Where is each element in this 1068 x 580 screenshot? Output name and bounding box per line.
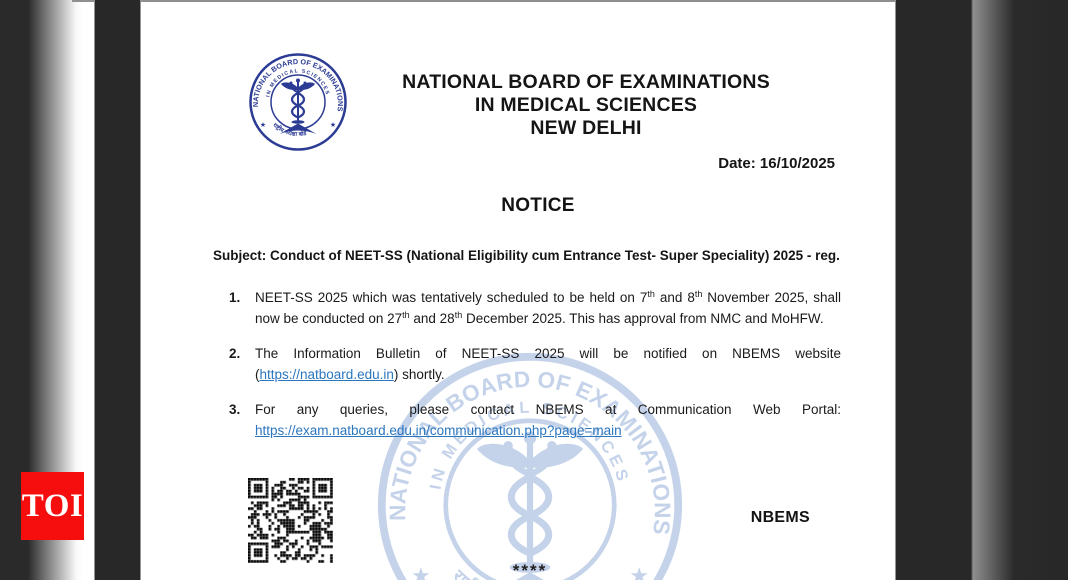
nbe-seal-logo	[248, 52, 348, 152]
end-marker: ****	[512, 561, 548, 580]
org-name-block	[341, 71, 831, 140]
notice-document-page	[141, 0, 895, 580]
notice-list-item	[229, 343, 841, 385]
item-text: The Information Bulletin of NEET-SS 2025 will be notified on NBEMS website (https://natboard.edu.in) shortly.	[255, 346, 841, 382]
item-text: For any queries, please contact NBEMS at Communication Web Portal: https://exam.natboard.edu.in/communication.php?page=main	[255, 402, 841, 438]
notice-list-item	[229, 287, 841, 329]
notice-link[interactable]: https://natboard.edu.in	[259, 367, 394, 382]
item-number: 3.	[229, 402, 241, 417]
toi-logo-text: TOI	[21, 487, 84, 524]
signature-nbems: NBEMS	[750, 509, 810, 526]
item-number: 1.	[229, 290, 241, 305]
notice-link[interactable]: https://exam.natboard.edu.in/communication.php?page=main	[255, 423, 622, 438]
item-number: 2.	[229, 346, 241, 361]
notice-list	[229, 287, 841, 441]
item-text: NEET-SS 2025 which was tentatively scheduled to be held on 7th and 8th November 2025, shall now be conducted on 27th and 28th December 2025. This has approval from NMC and MoHFW.	[255, 289, 841, 326]
notice-title: NOTICE	[501, 195, 575, 216]
notice-list-item	[229, 399, 841, 441]
org-line-2: IN MEDICAL SCIENCES	[474, 94, 698, 116]
top-border-line	[72, 0, 95, 2]
org-line-1: NATIONAL BOARD OF EXAMINATIONS	[402, 71, 770, 93]
org-line-3: NEW DELHI	[530, 117, 642, 139]
top-border-line	[141, 0, 895, 2]
qr-code	[248, 478, 333, 563]
notice-date: Date: 16/10/2025	[718, 155, 835, 172]
toi-logo	[21, 472, 84, 540]
subject-line: Subject: Conduct of NEET-SS (National Eligibility cum Entrance Test- Super Speciality) 2025 - reg.	[213, 248, 840, 263]
